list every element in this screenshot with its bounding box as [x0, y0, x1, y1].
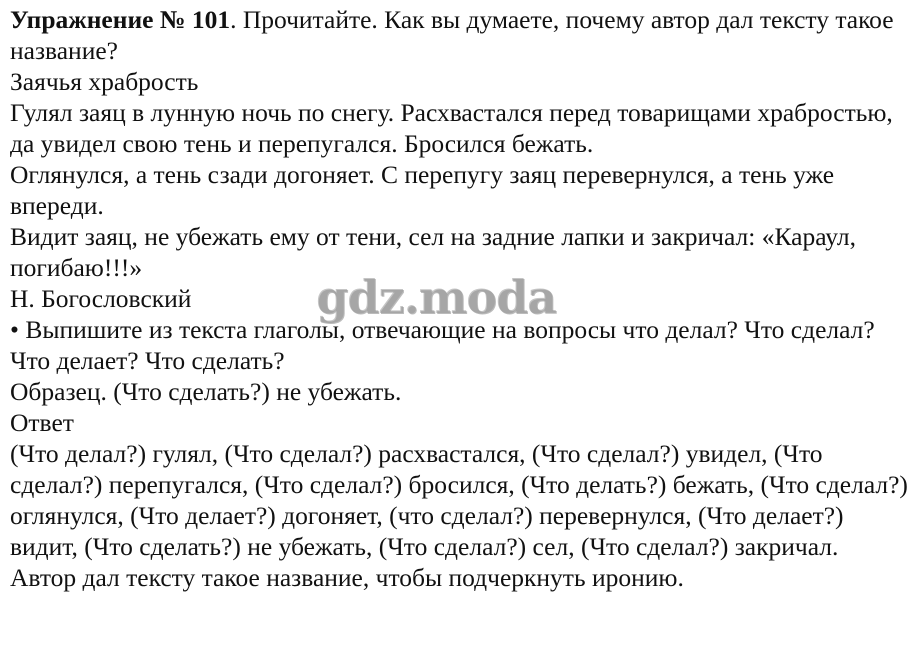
- exercise-page: [10, 4, 910, 593]
- answer-verbs: (Что делал?) гулял, (Что сделал?) расхвастался, (Что сделал?) увидел, (Что сделал?) перепугался, (Что сделал?) бросился, (Что делать?) бежать, (Что сделал?) оглянулся, (Что делает?) догоняет, (что сделал?) перевернулся, (Что делает?) видит, (Что сделать?) не убежать, (Что сделал?) сел, (Что сделал?) закричал.: [10, 439, 908, 561]
- watermark-logo: gdz.moda: [316, 270, 556, 324]
- story-paragraph: Оглянулся, а тень сзади догоняет. С перепугу заяц перевернулся, а тень уже впереди.: [10, 160, 835, 220]
- assignment-text: [10, 314, 910, 376]
- exercise-heading: [10, 4, 910, 66]
- assignment-instruction: Выпишите из текста глаголы, отвечающие на вопросы что делал? Что сделал? Что делает? Что сделать?: [10, 315, 875, 375]
- answer-label: Ответ: [10, 408, 74, 437]
- story-paragraph: Видит заяц, не убежать ему от тени, сел на задние лапки и закричал: «Караул, погибаю!!!»: [10, 222, 856, 282]
- answer-conclusion: Автор дал тексту такое название, чтобы подчеркнуть иронию.: [10, 563, 684, 592]
- story-author: Н. Богословский: [10, 284, 192, 313]
- exercise-task: . Прочитайте. Как вы думаете, почему автор дал тексту такое название?: [10, 5, 894, 65]
- assignment-sample: Образец. (Что сделать?) не убежать.: [10, 377, 402, 406]
- story-paragraph: Гулял заяц в лунную ночь по снегу. Расхвастался перед товарищами храбростью, да увидел свою тень и перепугался. Бросился бежать.: [10, 98, 893, 158]
- bullet-icon: •: [10, 315, 19, 344]
- exercise-number: Упражнение № 101: [10, 5, 231, 34]
- story-title: Заячья храбрость: [10, 67, 199, 96]
